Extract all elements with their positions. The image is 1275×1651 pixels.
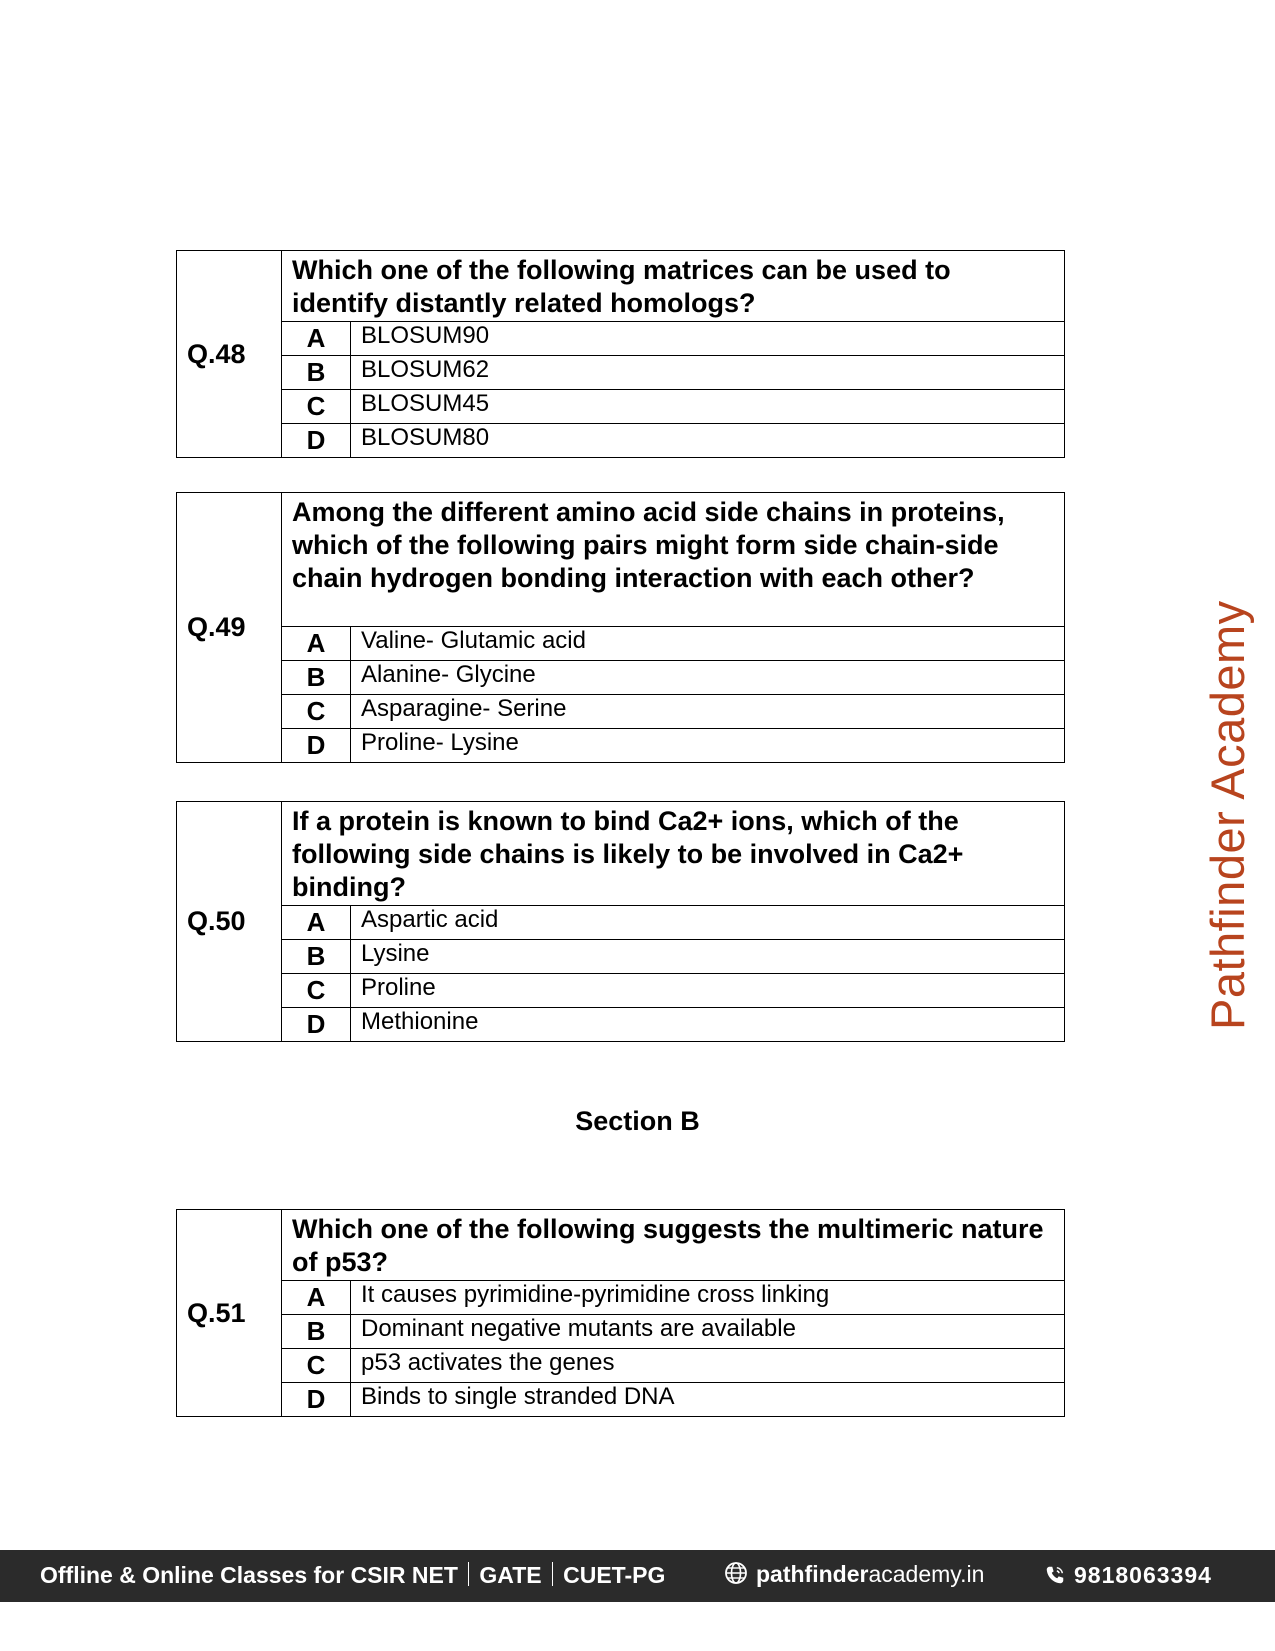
option-text: Proline [351,974,1065,1008]
option-text: Aspartic acid [351,906,1065,940]
footer-exam-cuet: CUET-PG [563,1562,666,1588]
globe-icon [724,1561,748,1591]
option-text: Asparagine- Serine [351,695,1065,729]
question-number: Q.49 [177,493,282,763]
divider [468,1562,470,1586]
option-text: BLOSUM62 [351,356,1065,390]
option-text: BLOSUM45 [351,390,1065,424]
option-text: p53 activates the genes [351,1349,1065,1383]
question-text: If a protein is known to bind Ca2+ ions, which of the following side chains is likely to be involved in Ca2+ binding? [282,802,1065,906]
phone-number: 9818063394 [1074,1562,1212,1588]
option-text: Proline- Lysine [351,729,1065,763]
option-letter: B [282,661,351,695]
question-number: Q.51 [177,1210,282,1417]
option-text: It causes pyrimidine-pyrimidine cross linking [351,1281,1065,1315]
option-letter: A [282,322,351,356]
option-letter: C [282,390,351,424]
divider [552,1562,554,1586]
option-text: Alanine- Glycine [351,661,1065,695]
option-letter: A [282,906,351,940]
question-text: Which one of the following suggests the multimeric nature of p53? [282,1210,1065,1281]
website-bold: pathfinder [756,1561,869,1587]
option-letter: D [282,424,351,458]
question-text: Among the different amino acid side chains in proteins, which of the following pairs might form side chain-side chain hydrogen bonding interaction with each other? [282,493,1065,627]
footer-bar [0,1550,1275,1602]
question-51 [176,1209,1065,1417]
option-letter: A [282,1281,351,1315]
phone-icon [1044,1564,1066,1592]
question-number: Q.48 [177,251,282,458]
option-letter: D [282,1008,351,1042]
footer-phone[interactable] [1044,1562,1212,1592]
question-text: Which one of the following matrices can be used to identify distantly related homologs? [282,251,1065,322]
footer-website-link[interactable] [724,1561,984,1591]
option-text: Valine- Glutamic acid [351,627,1065,661]
footer-exam-gate: GATE [479,1562,542,1588]
question-48 [176,250,1065,458]
option-letter: A [282,627,351,661]
option-letter: D [282,729,351,763]
option-letter: C [282,695,351,729]
section-heading: Section B [575,1106,700,1136]
footer-tagline-group [40,1562,665,1589]
option-text: BLOSUM90 [351,322,1065,356]
option-text: Lysine [351,940,1065,974]
option-text: Dominant negative mutants are available [351,1315,1065,1349]
option-letter: B [282,1315,351,1349]
option-letter: C [282,1349,351,1383]
option-letter: B [282,940,351,974]
option-letter: B [282,356,351,390]
question-49 [176,492,1065,763]
question-50 [176,801,1065,1042]
option-letter: D [282,1383,351,1417]
option-text: Binds to single stranded DNA [351,1383,1065,1417]
question-number: Q.50 [177,802,282,1042]
website-rest: academy.in [868,1561,985,1587]
option-text: BLOSUM80 [351,424,1065,458]
option-letter: C [282,974,351,1008]
watermark: Pathfinder Academy [1201,600,1254,1030]
footer-tagline: Offline & Online Classes for CSIR NET [40,1562,458,1588]
option-text: Methionine [351,1008,1065,1042]
